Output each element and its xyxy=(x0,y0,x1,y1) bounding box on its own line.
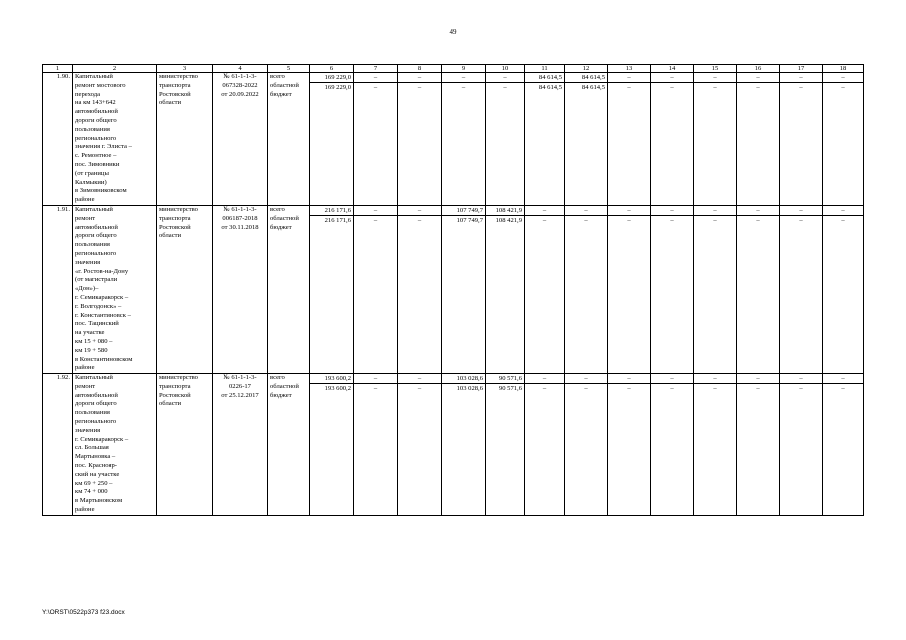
amount-regional-budget: – xyxy=(694,82,736,92)
text-line: сл. Большая xyxy=(75,444,109,452)
text-line: ремонт xyxy=(75,214,96,222)
amount-cell xyxy=(651,374,694,516)
object-name-cell xyxy=(73,374,157,516)
amount-total: 84 614,5 xyxy=(538,74,562,81)
amount-total: – xyxy=(799,375,803,383)
text-line: пользования xyxy=(75,125,110,133)
amount-cell xyxy=(823,374,864,516)
text-line: пос. Краснояр- xyxy=(75,462,117,470)
table-row xyxy=(43,73,864,206)
amount-regional-budget: – xyxy=(525,215,564,225)
text-line: области xyxy=(159,99,182,107)
text-line: км 15 + 080 – xyxy=(75,337,113,345)
text-line: областной xyxy=(270,214,299,222)
amount-regional-budget: – xyxy=(354,383,397,393)
amount-total: – xyxy=(503,74,507,81)
amount-cell xyxy=(442,205,486,373)
column-number-row xyxy=(43,65,864,73)
amount-total: – xyxy=(627,206,631,214)
amount-cell xyxy=(780,374,823,516)
amount-cell xyxy=(651,73,694,206)
amount-regional-budget: – xyxy=(780,215,822,225)
amount-regional-budget: – xyxy=(694,215,736,225)
amount-total: – xyxy=(713,375,717,383)
amount-total: – xyxy=(756,375,760,383)
text-line: Калмыкии) xyxy=(75,178,107,186)
text-line: автомобильной xyxy=(75,391,118,399)
object-name-cell xyxy=(73,205,157,373)
column-number: 12 xyxy=(565,65,608,73)
amount-regional-budget: – xyxy=(737,383,779,393)
text-line: области xyxy=(159,232,182,240)
text-line: км 19 + 580 xyxy=(75,346,108,354)
text-line: значения xyxy=(75,258,101,266)
text-line: дороги общего xyxy=(75,232,117,240)
amount-regional-budget: 107 749,7 xyxy=(442,215,485,225)
amount-regional-budget: – xyxy=(565,215,607,225)
text-line: пользования xyxy=(75,241,110,249)
row-number: 1.92. xyxy=(43,374,73,516)
amount-cell xyxy=(354,374,398,516)
amount-regional-budget: 216 171,6 xyxy=(310,215,353,225)
text-line: всего xyxy=(270,73,285,80)
amount-cell xyxy=(823,205,864,373)
text-line: № 61-1-1-3- xyxy=(223,73,257,80)
column-number: 15 xyxy=(694,65,737,73)
amount-regional-budget: – xyxy=(694,383,736,393)
amount-cell xyxy=(565,73,608,206)
text-line: районе xyxy=(75,364,95,372)
amount-cell xyxy=(398,374,442,516)
amount-total: – xyxy=(417,74,422,81)
amount-total: – xyxy=(670,375,674,383)
amount-cell xyxy=(442,73,486,206)
amount-cell xyxy=(525,73,565,206)
amount-regional-budget: – xyxy=(525,383,564,393)
column-number: 18 xyxy=(823,65,864,73)
text-line: Капитальный xyxy=(75,374,113,382)
text-line: пос. Тацинский xyxy=(75,320,119,328)
text-line: регионального xyxy=(75,134,117,142)
text-line: № 61-1-1-3- xyxy=(223,374,257,382)
amount-regional-budget: – xyxy=(486,82,524,92)
text-line: № 61-1-1-3- xyxy=(223,205,257,213)
text-line: автомобильной xyxy=(75,108,118,116)
amount-cell xyxy=(780,73,823,206)
amount-cell xyxy=(354,205,398,373)
amount-total: – xyxy=(627,74,631,81)
amount-total: – xyxy=(373,74,378,81)
document-number-cell xyxy=(213,73,268,206)
amount-cell xyxy=(354,73,398,206)
text-line: от 30.11.2018 xyxy=(221,223,259,231)
amount-total: – xyxy=(670,206,674,214)
amount-total: – xyxy=(799,74,803,81)
amount-total: – xyxy=(417,206,422,214)
text-line: министерство xyxy=(159,205,198,213)
amount-regional-budget: – xyxy=(651,82,693,92)
amount-total: 108 421,9 xyxy=(495,206,522,214)
text-line: ремонт мостового xyxy=(75,81,126,89)
text-line: значения xyxy=(75,426,101,434)
amount-cell xyxy=(398,205,442,373)
amount-regional-budget: – xyxy=(442,82,485,92)
amount-total: – xyxy=(417,375,422,383)
column-number: 14 xyxy=(651,65,694,73)
text-line: районе xyxy=(75,196,95,204)
row-number: 1.91. xyxy=(43,205,73,373)
amount-total: – xyxy=(373,206,378,214)
column-number: 16 xyxy=(737,65,780,73)
amount-regional-budget: – xyxy=(608,82,650,92)
amount-regional-budget: – xyxy=(737,215,779,225)
amount-cell xyxy=(780,205,823,373)
amount-regional-budget: – xyxy=(823,215,863,225)
text-line: областной xyxy=(270,382,299,390)
amount-regional-budget: – xyxy=(737,82,779,92)
table-row xyxy=(43,374,864,516)
amount-regional-budget: 108 421,9 xyxy=(486,215,524,225)
text-line: г. Волгодонск» – xyxy=(75,302,122,310)
text-line: пос. Зимовники xyxy=(75,160,120,168)
text-line: «Дон»)– xyxy=(75,285,99,293)
text-line: Капитальный xyxy=(75,73,113,80)
amount-regional-budget: – xyxy=(608,215,650,225)
amount-cell xyxy=(608,205,651,373)
amount-cell xyxy=(565,374,608,516)
column-number: 10 xyxy=(486,65,525,73)
text-line: регионального xyxy=(75,249,117,257)
funding-source-cell xyxy=(268,374,310,516)
amount-total: – xyxy=(841,375,845,383)
amount-total: 84 614,5 xyxy=(581,74,605,81)
amount-cell xyxy=(442,374,486,516)
amount-total: – xyxy=(713,206,717,214)
amount-total: – xyxy=(713,74,717,81)
amount-regional-budget: 84 614,5 xyxy=(525,82,564,92)
amount-regional-budget: – xyxy=(354,215,397,225)
amount-total: – xyxy=(461,74,466,81)
amount-total: – xyxy=(542,375,547,383)
text-line: Ростовской xyxy=(159,90,191,98)
amount-total: 107 749,7 xyxy=(456,206,483,214)
text-line: 006187-2018 xyxy=(222,214,258,222)
text-line: транспорта xyxy=(159,81,191,89)
text-line: транспорта xyxy=(159,382,191,390)
amount-total: – xyxy=(584,206,588,214)
amount-regional-budget: 103 028,6 xyxy=(442,383,485,393)
text-line: пользования xyxy=(75,409,110,417)
table-row xyxy=(43,205,864,373)
text-line: 067328-2022 xyxy=(222,81,258,89)
column-number: 2 xyxy=(73,65,157,73)
amount-regional-budget: 193 600,2 xyxy=(310,383,353,393)
text-line: областной xyxy=(270,81,299,89)
amount-total: – xyxy=(841,206,845,214)
amount-regional-budget: 90 571,6 xyxy=(486,383,524,393)
amount-total: – xyxy=(841,74,845,81)
column-number: 6 xyxy=(310,65,354,73)
column-number: 5 xyxy=(268,65,310,73)
amount-total: 169 229,0 xyxy=(324,74,351,81)
text-line: министерство xyxy=(159,374,198,382)
column-number: 1 xyxy=(43,65,73,73)
text-line: регионального xyxy=(75,418,117,426)
text-line: перехода xyxy=(75,90,101,98)
investment-table xyxy=(42,64,864,516)
amount-cell xyxy=(310,374,354,516)
text-line: в Константиновском xyxy=(75,355,133,363)
amount-regional-budget: – xyxy=(823,82,863,92)
amount-regional-budget: 169 229,0 xyxy=(310,82,353,92)
amount-cell xyxy=(525,374,565,516)
amount-regional-budget: – xyxy=(398,383,441,393)
amount-cell xyxy=(694,205,737,373)
amount-cell xyxy=(694,374,737,516)
amount-cell xyxy=(398,73,442,206)
text-line: Ростовской xyxy=(159,391,191,399)
amount-cell xyxy=(486,374,525,516)
text-line: бюджет xyxy=(270,223,292,231)
text-line: от 20.09.2022 xyxy=(221,90,259,98)
text-line: ский на участке xyxy=(75,470,120,478)
text-line: Капитальный xyxy=(75,205,113,213)
amount-cell xyxy=(737,374,780,516)
amount-regional-budget: – xyxy=(823,383,863,393)
text-line: (от границы xyxy=(75,169,109,177)
amount-total: 216 171,6 xyxy=(324,206,351,214)
amount-cell xyxy=(608,73,651,206)
text-line: Ростовской xyxy=(159,223,191,231)
file-path-footer: Y:\ORST\0522p373 f23.docx xyxy=(42,609,125,616)
funding-source-cell xyxy=(268,205,310,373)
column-number: 3 xyxy=(157,65,213,73)
amount-regional-budget: – xyxy=(565,383,607,393)
text-line: г. Константиновск – xyxy=(75,311,131,319)
amount-total: – xyxy=(756,206,760,214)
amount-cell xyxy=(737,205,780,373)
text-line: 0226-17 xyxy=(229,382,251,390)
amount-total: – xyxy=(670,74,674,81)
amount-total: – xyxy=(373,375,378,383)
text-line: области xyxy=(159,400,182,408)
text-line: всего xyxy=(270,205,285,213)
column-number: 8 xyxy=(398,65,442,73)
text-line: на участке xyxy=(75,329,105,337)
text-line: дороги общего xyxy=(75,400,117,408)
amount-cell xyxy=(823,73,864,206)
amount-cell xyxy=(565,205,608,373)
amount-regional-budget: – xyxy=(780,383,822,393)
text-line: бюджет xyxy=(270,90,292,98)
funding-source-cell xyxy=(268,73,310,206)
text-line: с. Ремонтное – xyxy=(75,152,117,160)
text-line: бюджет xyxy=(270,391,292,399)
amount-total: 90 571,6 xyxy=(498,375,522,383)
amount-cell xyxy=(737,73,780,206)
page-number: 49 xyxy=(449,28,457,36)
amount-cell xyxy=(486,205,525,373)
column-number: 7 xyxy=(354,65,398,73)
document-number-cell xyxy=(213,374,268,516)
text-line: на км 143+642 xyxy=(75,99,116,107)
amount-cell xyxy=(608,374,651,516)
amount-total: – xyxy=(799,206,803,214)
text-line: Мартыновка – xyxy=(75,453,116,461)
text-line: дороги общего xyxy=(75,116,117,124)
amount-total: – xyxy=(627,375,631,383)
column-number: 17 xyxy=(780,65,823,73)
amount-regional-budget: – xyxy=(608,383,650,393)
text-line: районе xyxy=(75,506,95,514)
column-number: 4 xyxy=(213,65,268,73)
amount-regional-budget: 84 614,5 xyxy=(565,82,607,92)
column-number: 13 xyxy=(608,65,651,73)
text-line: ремонт xyxy=(75,382,96,390)
text-line: г. Семикаракорск – xyxy=(75,435,129,443)
amount-cell xyxy=(694,73,737,206)
ministry-cell xyxy=(157,374,213,516)
amount-regional-budget: – xyxy=(354,82,397,92)
amount-cell xyxy=(310,73,354,206)
amount-cell xyxy=(651,205,694,373)
amount-total: 193 600,2 xyxy=(324,375,351,383)
amount-regional-budget: – xyxy=(651,215,693,225)
text-line: г. Семикаракорск – xyxy=(75,293,129,301)
text-line: км 69 + 250 – xyxy=(75,479,113,487)
row-number: 1.90. xyxy=(43,73,73,206)
text-line: в Мартыновском xyxy=(75,497,123,505)
text-line: км 74 + 000 xyxy=(75,488,108,496)
amount-regional-budget: – xyxy=(398,215,441,225)
text-line: «г. Ростов-на-Дону xyxy=(75,267,129,275)
amount-total: 103 028,6 xyxy=(456,375,483,383)
text-line: в Зимовниковском xyxy=(75,187,127,195)
amount-cell xyxy=(525,205,565,373)
ministry-cell xyxy=(157,205,213,373)
amount-regional-budget: – xyxy=(651,383,693,393)
amount-total: – xyxy=(756,74,760,81)
text-line: транспорта xyxy=(159,214,191,222)
amount-total: – xyxy=(542,206,547,214)
amount-total: – xyxy=(584,375,588,383)
text-line: всего xyxy=(270,374,285,382)
object-name-cell xyxy=(73,73,157,206)
text-line: автомобильной xyxy=(75,223,118,231)
column-number: 9 xyxy=(442,65,486,73)
amount-regional-budget: – xyxy=(398,82,441,92)
ministry-cell xyxy=(157,73,213,206)
text-line: (от магистрали xyxy=(75,276,118,284)
text-line: значения г. Элиста – xyxy=(75,143,132,151)
amount-cell xyxy=(486,73,525,206)
amount-cell xyxy=(310,205,354,373)
text-line: министерство xyxy=(159,73,198,80)
amount-regional-budget: – xyxy=(780,82,822,92)
document-number-cell xyxy=(213,205,268,373)
column-number: 11 xyxy=(525,65,565,73)
text-line: от 25.12.2017 xyxy=(221,391,259,399)
